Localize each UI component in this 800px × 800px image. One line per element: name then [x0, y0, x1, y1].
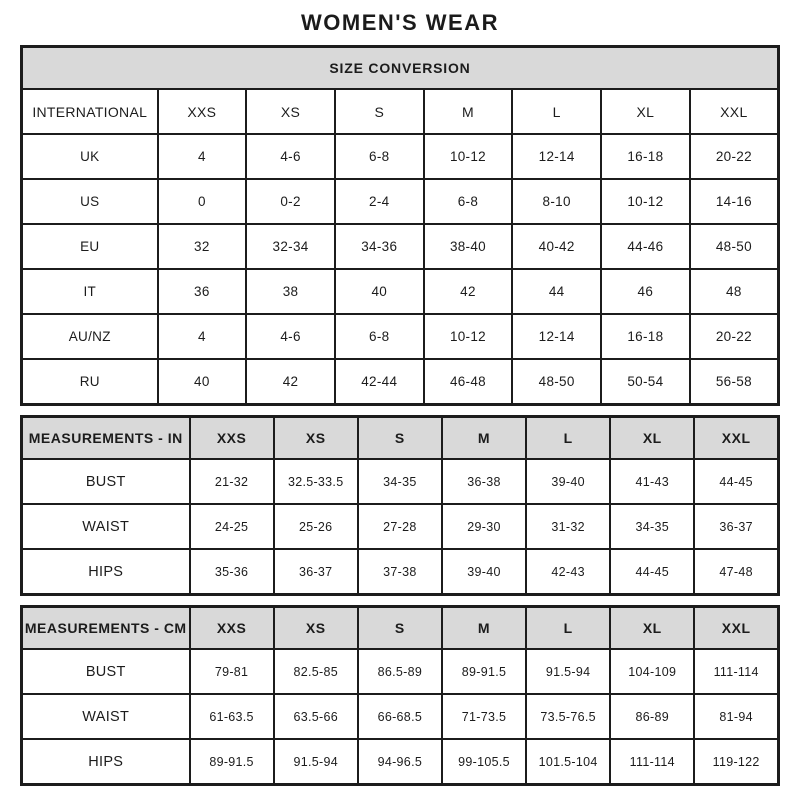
size-header-cell: XXL	[690, 89, 779, 134]
row-label-cell: BUST	[22, 459, 190, 504]
measurements-cm-header-row	[22, 607, 779, 650]
value-cell: 48-50	[512, 359, 601, 405]
row-label-cell: RU	[22, 359, 158, 405]
size-header-cell: S	[335, 89, 424, 134]
row-label-cell: EU	[22, 224, 158, 269]
value-cell: 31-32	[526, 504, 610, 549]
row-label-cell: BUST	[22, 649, 190, 694]
value-cell: 71-73.5	[442, 694, 526, 739]
row-label-header-cell: INTERNATIONAL	[22, 89, 158, 134]
value-cell: 40	[158, 359, 247, 405]
value-cell: 12-14	[512, 134, 601, 179]
value-cell: 61-63.5	[190, 694, 274, 739]
row-label-cell: HIPS	[22, 549, 190, 595]
size-header-cell: XXS	[158, 89, 247, 134]
row-label-cell: HIPS	[22, 739, 190, 785]
value-cell: 86-89	[610, 694, 694, 739]
table-row	[22, 224, 779, 269]
value-cell: 44-45	[610, 549, 694, 595]
value-cell: 27-28	[358, 504, 442, 549]
size-header-cell: S	[358, 607, 442, 650]
value-cell: 34-35	[610, 504, 694, 549]
value-cell: 91.5-94	[274, 739, 358, 785]
value-cell: 42	[246, 359, 335, 405]
value-cell: 34-35	[358, 459, 442, 504]
size-header-cell: XS	[274, 607, 358, 650]
table-row	[22, 359, 779, 405]
value-cell: 111-114	[610, 739, 694, 785]
value-cell: 4	[158, 134, 247, 179]
value-cell: 44	[512, 269, 601, 314]
size-header-cell: XXL	[694, 417, 778, 460]
size-header-cell: L	[512, 89, 601, 134]
size-header-cell: XXS	[190, 607, 274, 650]
size-conversion-banner: SIZE CONVERSION	[22, 47, 779, 90]
value-cell: 6-8	[424, 179, 513, 224]
row-label-cell: IT	[22, 269, 158, 314]
value-cell: 20-22	[690, 134, 779, 179]
value-cell: 0-2	[246, 179, 335, 224]
size-header-cell: XXS	[190, 417, 274, 460]
value-cell: 40	[335, 269, 424, 314]
value-cell: 38	[246, 269, 335, 314]
value-cell: 42-43	[526, 549, 610, 595]
table-row	[22, 549, 779, 595]
row-label-cell: WAIST	[22, 694, 190, 739]
value-cell: 82.5-85	[274, 649, 358, 694]
size-header-cell: XS	[274, 417, 358, 460]
table-row	[22, 314, 779, 359]
value-cell: 8-10	[512, 179, 601, 224]
value-cell: 16-18	[601, 314, 690, 359]
value-cell: 104-109	[610, 649, 694, 694]
value-cell: 47-48	[694, 549, 778, 595]
value-cell: 94-96.5	[358, 739, 442, 785]
value-cell: 0	[158, 179, 247, 224]
value-cell: 48-50	[690, 224, 779, 269]
value-cell: 4	[158, 314, 247, 359]
value-cell: 32	[158, 224, 247, 269]
value-cell: 36-37	[694, 504, 778, 549]
size-header-cell: XL	[610, 417, 694, 460]
value-cell: 44-45	[694, 459, 778, 504]
value-cell: 111-114	[694, 649, 778, 694]
value-cell: 99-105.5	[442, 739, 526, 785]
value-cell: 56-58	[690, 359, 779, 405]
value-cell: 46-48	[424, 359, 513, 405]
measurements-in-table	[20, 415, 780, 596]
value-cell: 10-12	[424, 134, 513, 179]
table-row	[22, 739, 779, 785]
size-chart-page	[20, 0, 780, 786]
value-cell: 25-26	[274, 504, 358, 549]
size-header-cell: XS	[246, 89, 335, 134]
value-cell: 36-37	[274, 549, 358, 595]
value-cell: 79-81	[190, 649, 274, 694]
value-cell: 42-44	[335, 359, 424, 405]
value-cell: 10-12	[424, 314, 513, 359]
value-cell: 89-91.5	[190, 739, 274, 785]
table-row	[22, 504, 779, 549]
row-label-cell: UK	[22, 134, 158, 179]
measurements-in-header-row	[22, 417, 779, 460]
value-cell: 86.5-89	[358, 649, 442, 694]
value-cell: 20-22	[690, 314, 779, 359]
size-header-cell: M	[442, 417, 526, 460]
value-cell: 29-30	[442, 504, 526, 549]
value-cell: 44-46	[601, 224, 690, 269]
value-cell: 37-38	[358, 549, 442, 595]
value-cell: 2-4	[335, 179, 424, 224]
value-cell: 6-8	[335, 134, 424, 179]
row-label-cell: US	[22, 179, 158, 224]
value-cell: 38-40	[424, 224, 513, 269]
value-cell: 21-32	[190, 459, 274, 504]
size-header-cell: L	[526, 417, 610, 460]
table-row	[22, 179, 779, 224]
value-cell: 89-91.5	[442, 649, 526, 694]
size-header-cell: M	[424, 89, 513, 134]
row-label-cell: WAIST	[22, 504, 190, 549]
value-cell: 32.5-33.5	[274, 459, 358, 504]
value-cell: 24-25	[190, 504, 274, 549]
row-label-cell: AU/NZ	[22, 314, 158, 359]
value-cell: 12-14	[512, 314, 601, 359]
size-header-row	[22, 89, 779, 134]
size-header-cell: S	[358, 417, 442, 460]
size-header-cell: M	[442, 607, 526, 650]
value-cell: 48	[690, 269, 779, 314]
value-cell: 50-54	[601, 359, 690, 405]
size-conversion-table	[20, 45, 780, 406]
value-cell: 63.5-66	[274, 694, 358, 739]
value-cell: 46	[601, 269, 690, 314]
size-header-cell: XL	[610, 607, 694, 650]
size-conversion-body	[22, 134, 779, 405]
value-cell: 10-12	[601, 179, 690, 224]
value-cell: 36	[158, 269, 247, 314]
value-cell: 119-122	[694, 739, 778, 785]
value-cell: 41-43	[610, 459, 694, 504]
table-row	[22, 134, 779, 179]
row-label-header-cell: MEASUREMENTS - IN	[22, 417, 190, 460]
row-label-header-cell: MEASUREMENTS - CM	[22, 607, 190, 650]
measurements-in-body	[22, 459, 779, 595]
value-cell: 42	[424, 269, 513, 314]
size-header-cell: XL	[601, 89, 690, 134]
measurements-cm-table	[20, 605, 780, 786]
value-cell: 36-38	[442, 459, 526, 504]
value-cell: 66-68.5	[358, 694, 442, 739]
table-row	[22, 269, 779, 314]
table-row	[22, 459, 779, 504]
value-cell: 32-34	[246, 224, 335, 269]
value-cell: 73.5-76.5	[526, 694, 610, 739]
value-cell: 6-8	[335, 314, 424, 359]
value-cell: 14-16	[690, 179, 779, 224]
table-row	[22, 649, 779, 694]
banner-row	[22, 47, 779, 90]
value-cell: 39-40	[442, 549, 526, 595]
value-cell: 101.5-104	[526, 739, 610, 785]
value-cell: 35-36	[190, 549, 274, 595]
value-cell: 40-42	[512, 224, 601, 269]
measurements-cm-body	[22, 649, 779, 785]
size-header-cell: XXL	[694, 607, 778, 650]
value-cell: 81-94	[694, 694, 778, 739]
value-cell: 34-36	[335, 224, 424, 269]
value-cell: 39-40	[526, 459, 610, 504]
value-cell: 4-6	[246, 134, 335, 179]
size-header-cell: L	[526, 607, 610, 650]
value-cell: 16-18	[601, 134, 690, 179]
value-cell: 91.5-94	[526, 649, 610, 694]
value-cell: 4-6	[246, 314, 335, 359]
table-row	[22, 694, 779, 739]
page-title: WOMEN'S WEAR	[301, 10, 499, 35]
